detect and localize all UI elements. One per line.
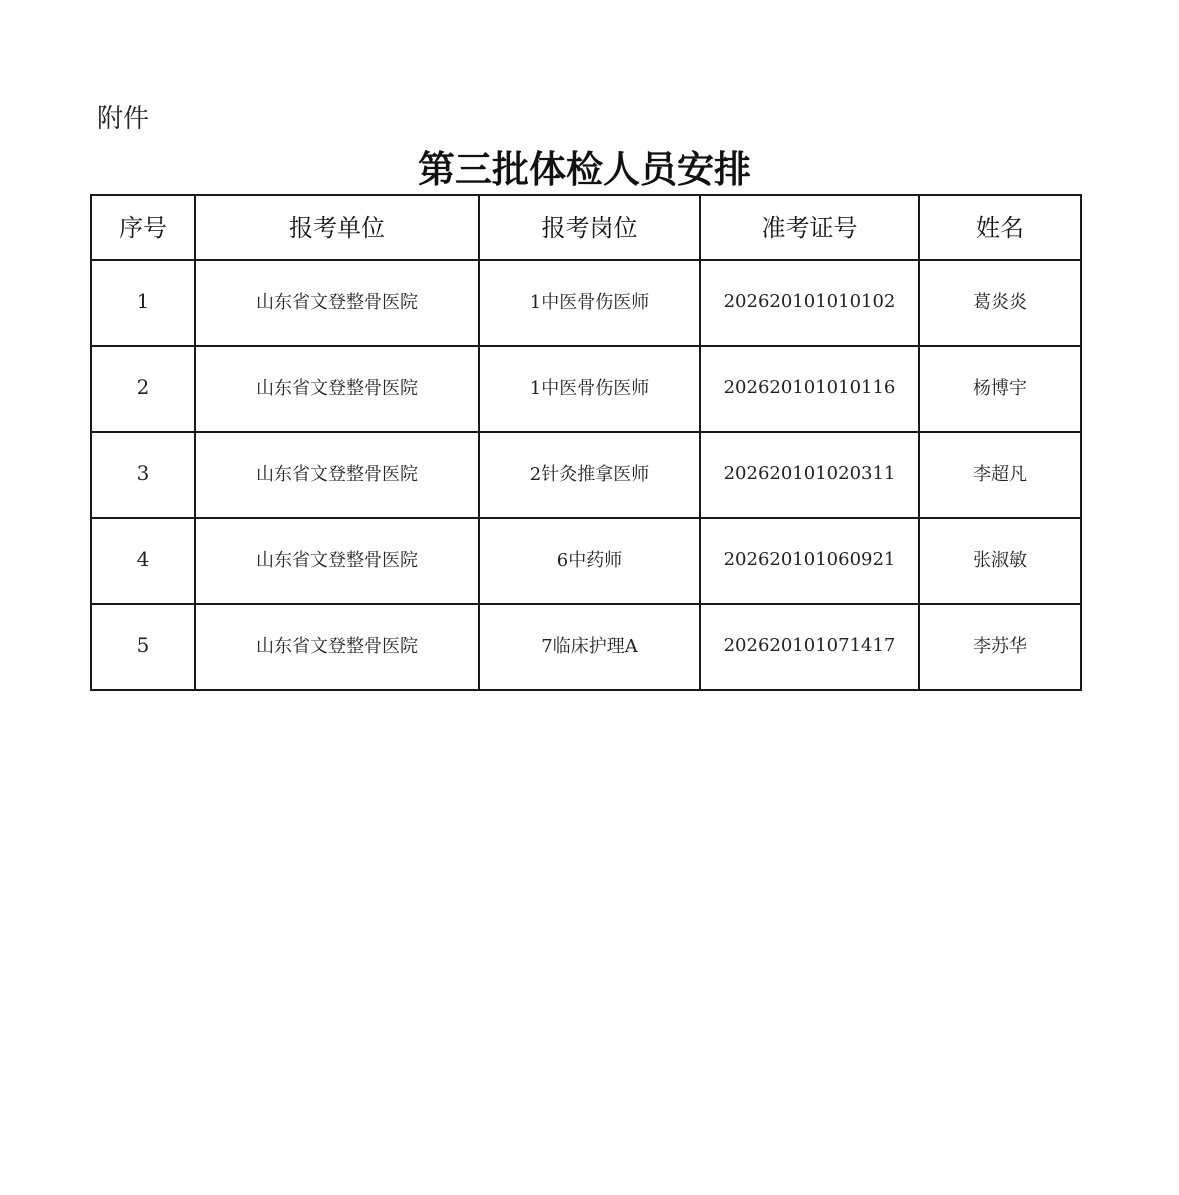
cell-unit: 山东省文登整骨医院 [195, 518, 479, 604]
cell-ticket-number: 202620101020311 [700, 432, 919, 518]
cell-index: 2 [91, 346, 195, 432]
cell-index: 4 [91, 518, 195, 604]
cell-index: 3 [91, 432, 195, 518]
cell-name: 李超凡 [919, 432, 1081, 518]
table-row [91, 604, 1081, 690]
table-row [91, 518, 1081, 604]
cell-name: 李苏华 [919, 604, 1081, 690]
header-ticket-number: 准考证号 [700, 195, 919, 260]
cell-name: 葛炎炎 [919, 260, 1081, 346]
table-row [91, 346, 1081, 432]
cell-position: 6中药师 [479, 518, 700, 604]
exam-roster-table [90, 194, 1082, 691]
cell-unit: 山东省文登整骨医院 [195, 260, 479, 346]
cell-unit: 山东省文登整骨医院 [195, 346, 479, 432]
cell-ticket-number: 202620101010102 [700, 260, 919, 346]
cell-index: 1 [91, 260, 195, 346]
header-index: 序号 [91, 195, 195, 260]
header-position: 报考岗位 [479, 195, 700, 260]
table-header-row [91, 195, 1081, 260]
cell-position: 1中医骨伤医师 [479, 260, 700, 346]
attachment-label: 附件 [97, 104, 150, 134]
cell-position: 1中医骨伤医师 [479, 346, 700, 432]
header-unit: 报考单位 [195, 195, 479, 260]
page-title: 第三批体检人员安排 [418, 147, 751, 191]
cell-unit: 山东省文登整骨医院 [195, 604, 479, 690]
cell-unit: 山东省文登整骨医院 [195, 432, 479, 518]
table-row [91, 432, 1081, 518]
cell-ticket-number: 202620101010116 [700, 346, 919, 432]
cell-name: 杨博宇 [919, 346, 1081, 432]
cell-ticket-number: 202620101060921 [700, 518, 919, 604]
table-row [91, 260, 1081, 346]
cell-name: 张淑敏 [919, 518, 1081, 604]
cell-position: 7临床护理A [479, 604, 700, 690]
cell-index: 5 [91, 604, 195, 690]
header-name: 姓名 [919, 195, 1081, 260]
cell-position: 2针灸推拿医师 [479, 432, 700, 518]
cell-ticket-number: 202620101071417 [700, 604, 919, 690]
